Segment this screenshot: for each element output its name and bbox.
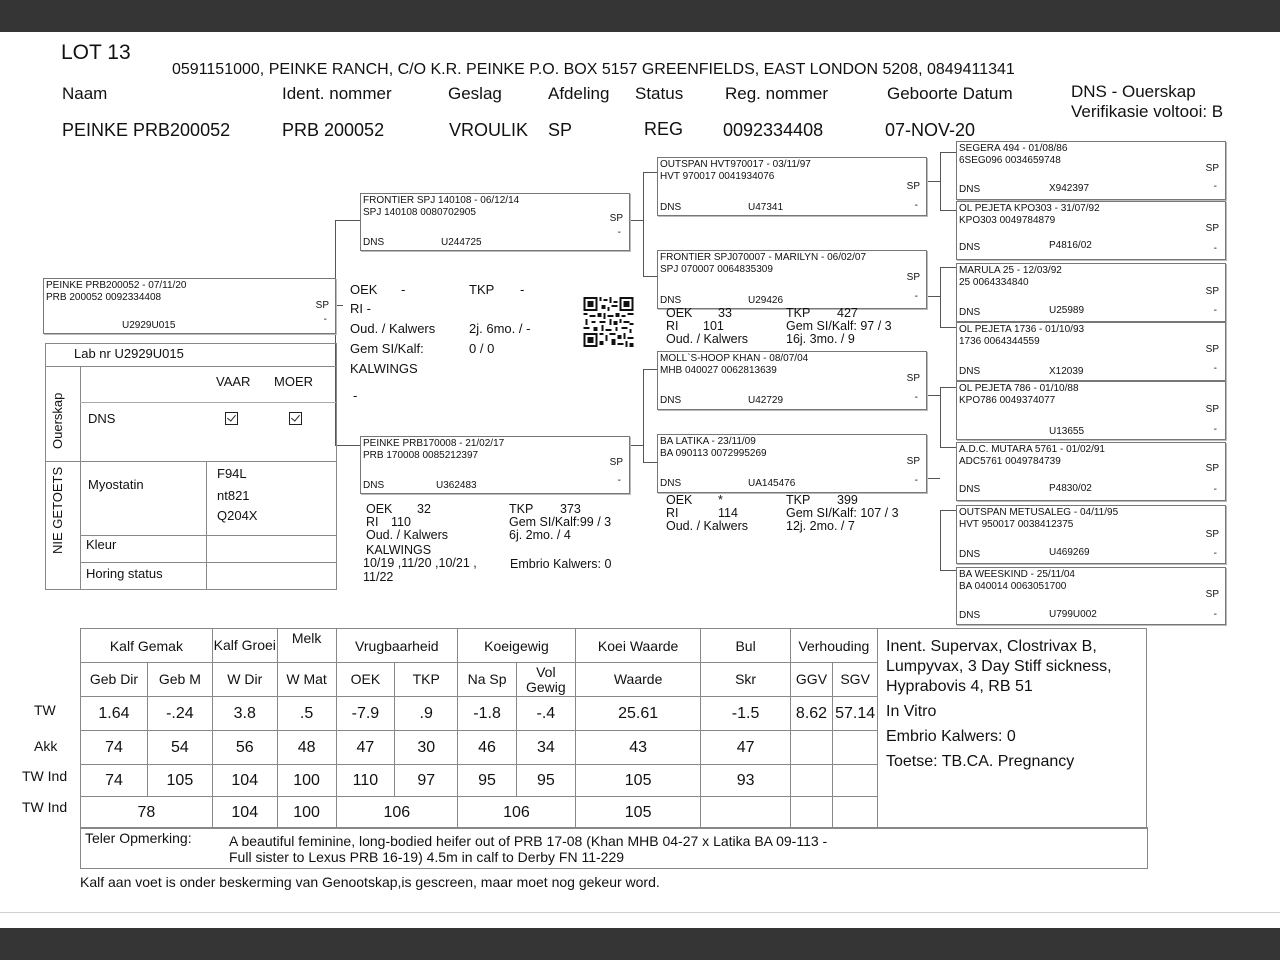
in-vitro: In Vitro	[886, 703, 937, 720]
table-sub-row	[81, 663, 878, 697]
box-ids: HVT 950017 0038412375	[959, 519, 1074, 530]
akk-cell	[790, 731, 833, 765]
dam-tkp-value: 373	[560, 502, 581, 516]
box-dash: -	[1213, 609, 1217, 620]
connector	[940, 327, 956, 328]
akk-cell: 54	[147, 731, 212, 765]
ss-gem: Gem SI/Kalf: 97 / 3	[786, 319, 892, 333]
footer-note: Kalf aan voet is onder beskerming van Genootskap,is gescreen, maar moet nog gekeur word.	[80, 874, 660, 890]
box-ids: BA 090113 0072995269	[660, 448, 767, 459]
connector	[643, 369, 644, 462]
box-code: U799U002	[1049, 609, 1097, 620]
box-ids: BA 040014 0063051700	[959, 581, 1067, 592]
dd-oud-label: Oud. / Kalwers	[666, 519, 748, 533]
connector	[940, 152, 956, 153]
value-afdeling: SP	[548, 120, 573, 140]
row-label-twind: TW Ind	[22, 768, 68, 784]
lab-kleur: Kleur	[86, 537, 117, 552]
connector	[926, 478, 940, 479]
teler-line-1: A beautiful feminine, long-bodied heifer out of PRB 17-08 (Khan MHB 04-27 x Latika BA 09-113 -	[229, 833, 828, 849]
box-dns: DNS	[660, 478, 682, 489]
twind2-cell: 105	[575, 797, 701, 829]
toetse: Toetse: TB.CA. Pregnancy	[886, 753, 1075, 770]
box-sp: SP	[1205, 463, 1219, 474]
sub-geb-m: Geb M	[147, 663, 212, 697]
box-title: MARULA 25 - 12/03/92	[959, 265, 1062, 276]
box-title: A.D.C. MUTARA 5761 - 01/02/91	[959, 444, 1105, 455]
row-label-akk: Akk	[34, 738, 58, 754]
box-sp: SP	[1205, 404, 1219, 415]
twind-cell	[790, 765, 833, 797]
box-title: OL PEJETA 1736 - 01/10/93	[959, 324, 1085, 335]
box-code: X942397	[1049, 183, 1090, 194]
twind-cell: 105	[575, 765, 701, 797]
myostatin-value-2: nt821	[217, 488, 250, 503]
connector	[335, 220, 360, 221]
box-dns: DNS	[959, 184, 981, 195]
box-ids: KPO303 0049784879	[959, 215, 1056, 226]
sire-oek-label: OEK	[350, 282, 378, 297]
box-dash: -	[914, 392, 918, 403]
notes-panel	[878, 628, 1147, 829]
moer-checkbox-icon	[289, 412, 302, 425]
box-code: U25989	[1049, 305, 1085, 316]
box-title: MOLL`S-HOOP KHAN - 08/07/04	[660, 353, 809, 364]
header-reg: Reg. nommer	[725, 84, 828, 103]
lab-panel	[45, 343, 337, 590]
dd-tkp-label: TKP	[786, 493, 811, 507]
sire-tkp-value: -	[520, 282, 525, 297]
twind-cell: 95	[458, 765, 517, 797]
verifikasie: Verifikasie voltooi: B	[1071, 102, 1224, 121]
group-kalf-groei: Kalf Groei	[212, 629, 277, 663]
tw-cell: .9	[395, 697, 458, 731]
pedigree-gen3-5	[956, 381, 1226, 440]
box-title: BA LATIKA - 23/11/09	[660, 436, 756, 447]
connector	[643, 172, 644, 276]
box-dns: DNS	[959, 549, 981, 560]
lot-number: LOT 13	[61, 41, 131, 64]
box-dns: DNS	[959, 307, 981, 318]
group-koei-waarde: Koei Waarde	[575, 629, 701, 663]
box-code: P4816/02	[1049, 240, 1092, 251]
header-geboorte: Geboorte Datum	[887, 84, 1013, 103]
dam-kalwings-label: KALWINGS	[366, 543, 432, 557]
sub-vol-gewig: Vol Gewig	[516, 663, 575, 697]
akk-cell	[833, 731, 878, 765]
connector	[926, 181, 940, 182]
box-code: U362483	[436, 480, 477, 491]
lab-myostatin: Myostatin	[88, 477, 144, 492]
table-row-tw	[81, 697, 878, 731]
tw-cell: -7.9	[336, 697, 395, 731]
myostatin-value-3: Q204X	[217, 508, 258, 523]
connector	[630, 220, 643, 221]
value-geboorte: 07-NOV-20	[885, 120, 976, 140]
value-geslag: VROULIK	[449, 120, 529, 140]
dam-kalwings-value: 10/19 ,11/20 ,10/21 ,	[363, 556, 477, 570]
twind-cell: 105	[147, 765, 212, 797]
lab-dns: DNS	[88, 411, 116, 426]
dd-ri-label: RI	[666, 506, 679, 520]
box-ids: MHB 040027 0062813639	[660, 365, 777, 376]
owner-info: 0591151000, PEINKE RANCH, C/O K.R. PEINKE P.O. BOX 5157 GREENFIELDS, EAST LONDON 5208, 0849411341	[172, 61, 1015, 78]
dam-gem-value: 6j. 2mo. / 4	[509, 528, 571, 542]
embrio-kalwers: Embrio Kalwers: 0	[886, 728, 1016, 745]
box-dash: -	[1213, 484, 1217, 495]
inent-text: Inent. Supervax, Clostrivax B, Lumpyvax, 3 Day Stiff sickness, Hyprabovis 4, RB 51	[886, 638, 1112, 695]
header-geslag: Geslag	[448, 84, 502, 103]
connector	[940, 387, 956, 388]
row-label-twind-2: TW Ind	[22, 799, 68, 815]
pedigree-gen3-7	[956, 505, 1226, 564]
tw-cell: -.4	[516, 697, 575, 731]
dam-oek-value: 32	[417, 502, 431, 516]
connector	[643, 369, 657, 370]
sub-w-mat: W Mat	[277, 663, 336, 697]
sub-geb-dir: Geb Dir	[81, 663, 148, 697]
page-separator	[0, 912, 1280, 929]
akk-cell: 48	[277, 731, 336, 765]
box-dash: -	[1213, 548, 1217, 559]
group-koeigewig: Koeigewig	[458, 629, 576, 663]
qr-code-icon	[582, 297, 635, 347]
connector	[643, 462, 657, 463]
akk-cell: 46	[458, 731, 517, 765]
box-dash: -	[1213, 424, 1217, 435]
box-dns: DNS	[959, 242, 981, 253]
connector	[940, 387, 941, 447]
sub-waarde: Waarde	[575, 663, 701, 697]
twind2-cell: 106	[458, 797, 576, 829]
pedigree-animal	[43, 278, 336, 334]
box-code: U29426	[748, 295, 784, 306]
box-dns: DNS	[660, 295, 682, 306]
ss-tkp-label: TKP	[786, 306, 811, 320]
twind-cell: 97	[395, 765, 458, 797]
sire-gem-value: 0 / 0	[469, 341, 495, 356]
group-vrugbaarheid: Vrugbaarheid	[336, 629, 458, 663]
box-dash: -	[1213, 305, 1217, 316]
twind-cell: 104	[212, 765, 277, 797]
pedigree-dam-sire	[657, 351, 927, 410]
sire-kalwings-label: KALWINGS	[350, 361, 418, 376]
box-sp: SP	[1205, 163, 1219, 174]
sub-w-dir: W Dir	[212, 663, 277, 697]
box-ids: HVT 970017 0041934076	[660, 171, 775, 182]
twind2-cell: 100	[277, 797, 336, 829]
value-ident: PRB 200052	[282, 120, 385, 140]
twind-cell	[833, 765, 878, 797]
connector	[926, 395, 940, 396]
akk-cell: 74	[81, 731, 148, 765]
box-code: U47341	[748, 202, 784, 213]
dd-oud-value: 12j. 2mo. / 7	[786, 519, 855, 533]
sire-kalwings-value: -	[353, 388, 358, 403]
pedigree-gen3-2	[956, 201, 1226, 260]
top-bar	[0, 0, 1280, 32]
box-sp: SP	[906, 272, 920, 283]
pedigree-gen3-8	[956, 567, 1226, 625]
connector	[940, 570, 956, 571]
box-code: U469269	[1049, 547, 1090, 558]
table-group-row	[81, 629, 878, 663]
connector	[926, 296, 940, 297]
box-ids: SPJ 140108 0080702905	[363, 207, 476, 218]
table-row-twind-2	[81, 797, 878, 829]
connector	[940, 510, 941, 570]
tw-cell: 25.61	[575, 697, 701, 731]
twind2-cell: 106	[336, 797, 458, 829]
dam-oud-label: Oud. / Kalwers	[366, 528, 448, 542]
box-dns: DNS	[660, 395, 682, 406]
box-ids: 25 0064334840	[959, 277, 1029, 288]
akk-cell: 30	[395, 731, 458, 765]
group-kalf-gemak: Kalf Gemak	[81, 629, 213, 663]
ss-oek-label: OEK	[666, 306, 693, 320]
box-dash: -	[1213, 363, 1217, 374]
sub-sgv: SGV	[833, 663, 878, 697]
value-reg: 0092334408	[723, 120, 824, 140]
dns-ouerskap: DNS - Ouerskap	[1071, 82, 1196, 101]
connector	[940, 510, 956, 511]
box-sp: SP	[1205, 589, 1219, 600]
dd-gem: Gem SI/Kalf: 107 / 3	[786, 506, 899, 520]
table-row-twind	[81, 765, 878, 797]
table-row-akk	[81, 731, 878, 765]
header-naam: Naam	[62, 84, 108, 103]
box-title: PEINKE PRB170008 - 21/02/17	[363, 438, 505, 449]
connector	[643, 172, 657, 173]
lab-nr: Lab nr U2929U015	[74, 346, 184, 361]
sire-oek-value: -	[401, 282, 406, 297]
box-sp: SP	[1205, 223, 1219, 234]
box-title: SEGERA 494 - 01/08/86	[959, 143, 1068, 154]
teler-panel	[80, 827, 1148, 869]
box-ids: PRB 170008 0085212397	[363, 450, 479, 461]
dam-oek-label: OEK	[366, 502, 393, 516]
ss-tkp-value: 427	[837, 306, 858, 320]
pedigree-dam	[360, 436, 630, 494]
box-dash: -	[914, 291, 918, 302]
box-sp: SP	[609, 457, 623, 468]
tw-cell: -1.8	[458, 697, 517, 731]
box-dash: -	[617, 227, 621, 238]
connector	[940, 152, 941, 210]
box-dns: DNS	[959, 484, 981, 495]
myostatin-value-1: F94L	[217, 466, 247, 481]
group-verhouding: Verhouding	[790, 629, 877, 663]
sub-ggv: GGV	[790, 663, 833, 697]
twind-cell: 93	[701, 765, 790, 797]
twind2-cell: 78	[81, 797, 213, 829]
ss-oek-value: 33	[718, 306, 732, 320]
box-title: FRONTIER SPJ070007 - MARILYN - 06/02/07	[660, 252, 867, 263]
pedigree-gen3-3	[956, 263, 1226, 322]
box-dns: DNS	[959, 366, 981, 377]
akk-cell: 47	[701, 731, 790, 765]
box-sp: SP	[609, 213, 623, 224]
nie-getoets-label: NIE GETOETS	[50, 466, 65, 554]
akk-cell: 47	[336, 731, 395, 765]
twind2-cell: 104	[212, 797, 277, 829]
box-title: BA WEESKIND - 25/11/04	[959, 569, 1075, 580]
dd-oek-label: OEK	[666, 493, 693, 507]
box-code: UA145476	[748, 478, 796, 489]
connector	[335, 445, 360, 446]
box-code: U42729	[748, 395, 784, 406]
box-sp: SP	[1205, 286, 1219, 297]
box-sp: SP	[1205, 529, 1219, 540]
box-title: PEINKE PRB200052 - 07/11/20	[46, 280, 187, 291]
pedigree-sire	[360, 193, 630, 251]
box-ids: PRB 200052 0092334408	[46, 292, 162, 303]
dam-gem: Gem SI/Kalf:99 / 3	[509, 515, 612, 529]
vaar-checkbox-icon	[225, 412, 238, 425]
teler-line-2: Full sister to Lexus PRB 16-19) 4.5m in calf to Derby FN 11-229	[229, 849, 625, 865]
box-title: OL PEJETA KPO303 - 31/07/92	[959, 203, 1100, 214]
tw-cell: 8.62	[790, 697, 833, 731]
box-title: OUTSPAN HVT970017 - 03/11/97	[660, 159, 811, 170]
dam-ri-label: RI	[366, 515, 379, 529]
pedigree-gen3-1	[956, 141, 1226, 200]
box-dns: DNS	[363, 237, 385, 248]
value-status: REG	[644, 119, 684, 139]
dd-oek-value: *	[718, 493, 723, 507]
connector	[940, 210, 956, 211]
box-title: OUTSPAN METUSALEG - 04/11/95	[959, 507, 1119, 518]
dd-tkp-value: 399	[837, 493, 858, 507]
box-dash: -	[1213, 181, 1217, 192]
lab-vaar: VAAR	[216, 374, 251, 389]
pedigree-gen3-6	[956, 442, 1226, 501]
box-sp: SP	[906, 181, 920, 192]
akk-cell: 34	[516, 731, 575, 765]
ss-oud-value: 16j. 3mo. / 9	[786, 332, 855, 346]
connector	[643, 276, 657, 277]
connector	[940, 447, 956, 448]
box-sp: SP	[906, 456, 920, 467]
box-dash: -	[617, 475, 621, 486]
box-ids: 6SEG096 0034659748	[959, 155, 1061, 166]
pedigree-sire-sire	[657, 157, 927, 216]
value-naam: PEINKE PRB200052	[62, 120, 231, 140]
connector	[335, 305, 343, 306]
sub-na-sp: Na Sp	[458, 663, 517, 697]
bottom-bar	[0, 928, 1280, 960]
header-status: Status	[635, 84, 684, 103]
tw-cell: .5	[277, 697, 336, 731]
lab-horing: Horing status	[86, 566, 163, 581]
sire-gem-label: Gem SI/Kalf:	[350, 341, 424, 356]
twind-cell: 110	[336, 765, 395, 797]
teler-label: Teler Opmerking:	[85, 830, 192, 846]
sire-oud-label: Oud. / Kalwers	[350, 321, 436, 336]
group-melk: Melk	[277, 629, 336, 663]
dd-ri-value: 114	[718, 506, 738, 520]
box-dns: DNS	[660, 202, 682, 213]
header-ident: Ident. nommer	[282, 84, 392, 103]
akk-cell: 56	[212, 731, 277, 765]
dam-tkp-label: TKP	[509, 502, 534, 516]
box-dns: DNS	[363, 480, 385, 491]
breeding-values-table	[80, 628, 878, 829]
box-code: X12039	[1049, 366, 1084, 377]
box-sp: SP	[906, 373, 920, 384]
sire-ri: RI -	[350, 301, 371, 316]
box-dash: -	[914, 475, 918, 486]
sire-tkp-label: TKP	[469, 282, 495, 297]
tw-cell: 57.14	[833, 697, 878, 731]
connector	[940, 267, 956, 268]
group-bul: Bul	[701, 629, 790, 663]
box-title: FRONTIER SPJ 140108 - 06/12/14	[363, 195, 520, 206]
box-dash: -	[914, 200, 918, 211]
box-sp: SP	[315, 300, 329, 311]
box-dash: -	[1213, 243, 1217, 254]
tw-cell: -.24	[147, 697, 212, 731]
box-ids: ADC5761 0049784739	[959, 456, 1061, 467]
twind-cell: 95	[516, 765, 575, 797]
ouerskap-label: Ouerskap	[50, 392, 65, 449]
akk-cell: 43	[575, 731, 701, 765]
ss-oud-label: Oud. / Kalwers	[666, 332, 748, 346]
box-ids: SPJ 070007 0064835309	[660, 264, 773, 275]
dam-kalwings-value-2: 11/22	[363, 570, 394, 584]
tw-cell: 1.64	[81, 697, 148, 731]
box-code: U2929U015	[122, 320, 176, 331]
ss-ri-value: 101	[703, 319, 724, 333]
connector	[940, 267, 941, 327]
pedigree-gen3-4	[956, 322, 1226, 381]
connector	[630, 445, 643, 446]
tw-cell: 3.8	[212, 697, 277, 731]
tw-cell: -1.5	[701, 697, 790, 731]
box-ids: 1736 0064344559	[959, 336, 1040, 347]
box-dns: DNS	[959, 610, 981, 621]
box-title: OL PEJETA 786 - 01/10/88	[959, 383, 1079, 394]
pedigree-dam-dam	[657, 434, 927, 493]
twind-cell: 100	[277, 765, 336, 797]
twind-cell: 74	[81, 765, 148, 797]
dam-ri-value: 110	[391, 515, 411, 529]
box-code: U244725	[441, 237, 482, 248]
pedigree-sire-dam	[657, 250, 927, 309]
box-code: P4830/02	[1049, 483, 1092, 494]
sire-oud-value: 2j. 6mo. / -	[469, 321, 531, 336]
box-sp: SP	[1205, 344, 1219, 355]
dam-embrio: Embrio Kalwers: 0	[510, 557, 612, 571]
box-dash: -	[323, 314, 327, 325]
row-label-tw: TW	[34, 702, 56, 718]
sub-tkp: TKP	[395, 663, 458, 697]
header-afdeling: Afdeling	[548, 84, 610, 103]
box-ids: KPO786 0049374077	[959, 395, 1056, 406]
lab-moer: MOER	[274, 374, 313, 389]
sub-oek: OEK	[336, 663, 395, 697]
box-code: U13655	[1049, 426, 1085, 437]
sub-skr: Skr	[701, 663, 790, 697]
ss-ri-label: RI	[666, 319, 679, 333]
